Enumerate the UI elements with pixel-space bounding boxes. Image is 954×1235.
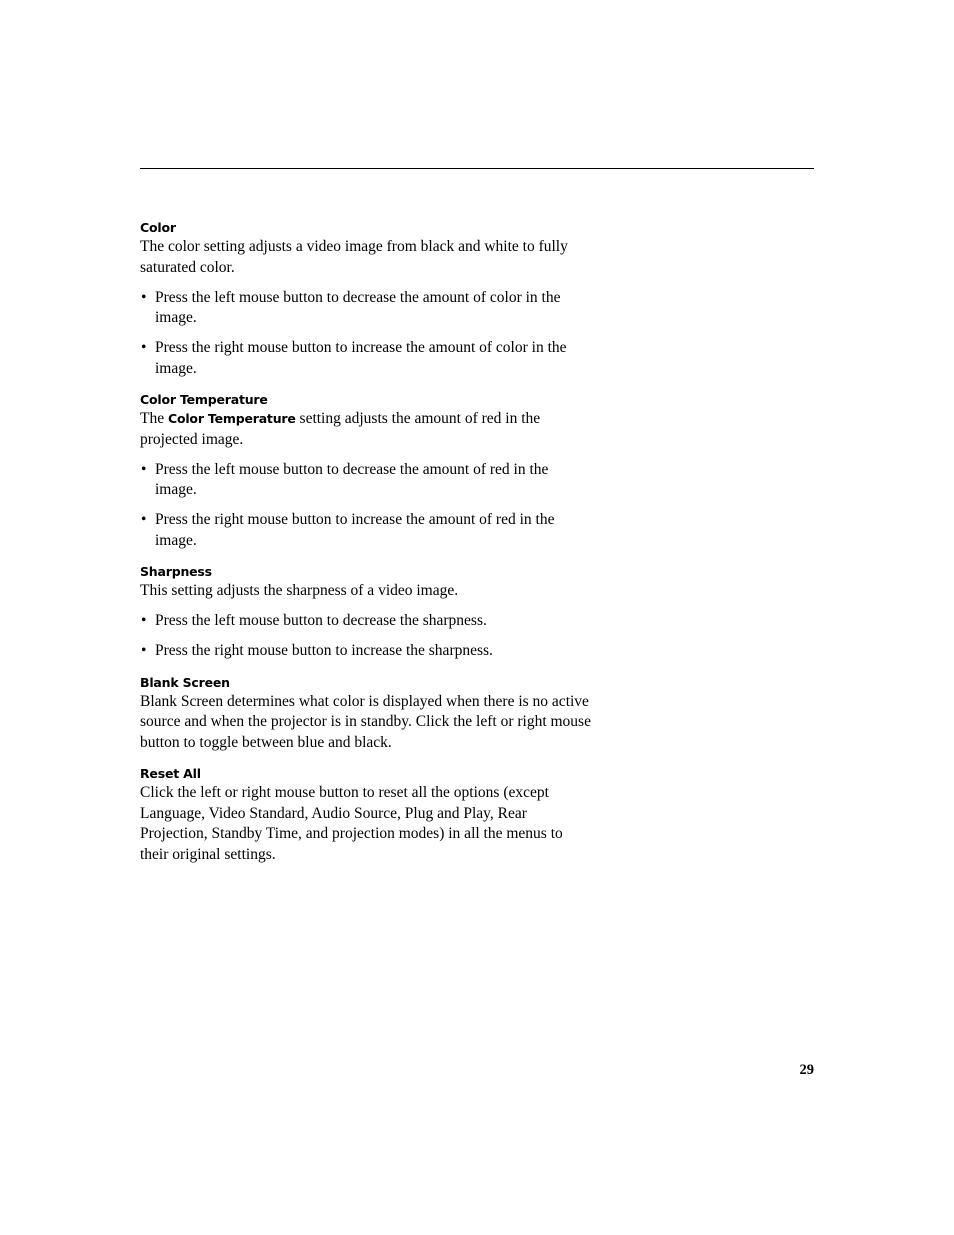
list-item-text: Press the left mouse button to decrease the amount of color in the image. <box>155 288 561 326</box>
section-heading: Reset All <box>140 766 201 781</box>
section-paragraph: The color setting adjusts a video image from black and white to fully saturated color. <box>140 238 568 276</box>
list-item <box>140 338 592 379</box>
list-item <box>140 510 592 551</box>
list-item <box>140 460 592 501</box>
section-heading: Color <box>140 220 176 235</box>
bullet-list <box>140 460 592 552</box>
paragraph-term: Color Temperature <box>167 411 296 426</box>
page-content <box>140 219 592 865</box>
header-rule <box>140 168 814 169</box>
section-paragraph: This setting adjusts the sharpness of a video image. <box>140 582 459 599</box>
list-item-text: Press the left mouse button to decrease the amount of red in the image. <box>155 460 549 498</box>
list-item-text: Press the right mouse button to increase the amount of red in the image. <box>155 511 555 549</box>
bullet-icon: • <box>141 612 147 629</box>
section-reset-all <box>140 765 592 865</box>
section-heading: Color Temperature <box>140 392 268 407</box>
section-heading: Sharpness <box>140 564 212 579</box>
list-item-text: Press the right mouse button to increase the amount of color in the image. <box>155 339 567 377</box>
section-color-temperature <box>140 391 592 551</box>
paragraph-prefix: The <box>140 410 168 427</box>
bullet-icon: • <box>141 288 147 306</box>
bullet-icon: • <box>141 460 147 478</box>
section-heading: Blank Screen <box>140 674 230 690</box>
section-color <box>140 219 592 379</box>
section-blank-screen <box>140 674 592 754</box>
bullet-list <box>140 611 592 662</box>
bullet-icon: • <box>141 511 147 528</box>
section-paragraph: Click the left or right mouse button to reset all the options (except Language, Video Standard, Audio Source, Plug and Play, Rear Projection, Standby Time, and projection modes) in all the menus to their original settings. <box>140 784 563 863</box>
list-item-text: Press the right mouse button to increase the sharpness. <box>155 642 493 659</box>
page-number: 29 <box>799 1062 814 1078</box>
list-item <box>140 611 592 632</box>
section-sharpness <box>140 563 592 662</box>
section-paragraph: Blank Screen determines what color is displayed when there is no active source and when the projector is in standby. Click the left or right mouse button to toggle between blue and black. <box>140 692 591 751</box>
list-item <box>140 641 592 662</box>
bullet-icon: • <box>141 339 147 356</box>
section-paragraph <box>140 409 592 450</box>
bullet-icon: • <box>141 642 147 659</box>
bullet-list <box>140 288 592 380</box>
list-item-text: Press the left mouse button to decrease the sharpness. <box>155 612 487 629</box>
paragraph-suffix: setting adjusts the amount of red in the projected image. <box>140 410 541 448</box>
list-item <box>140 288 592 329</box>
